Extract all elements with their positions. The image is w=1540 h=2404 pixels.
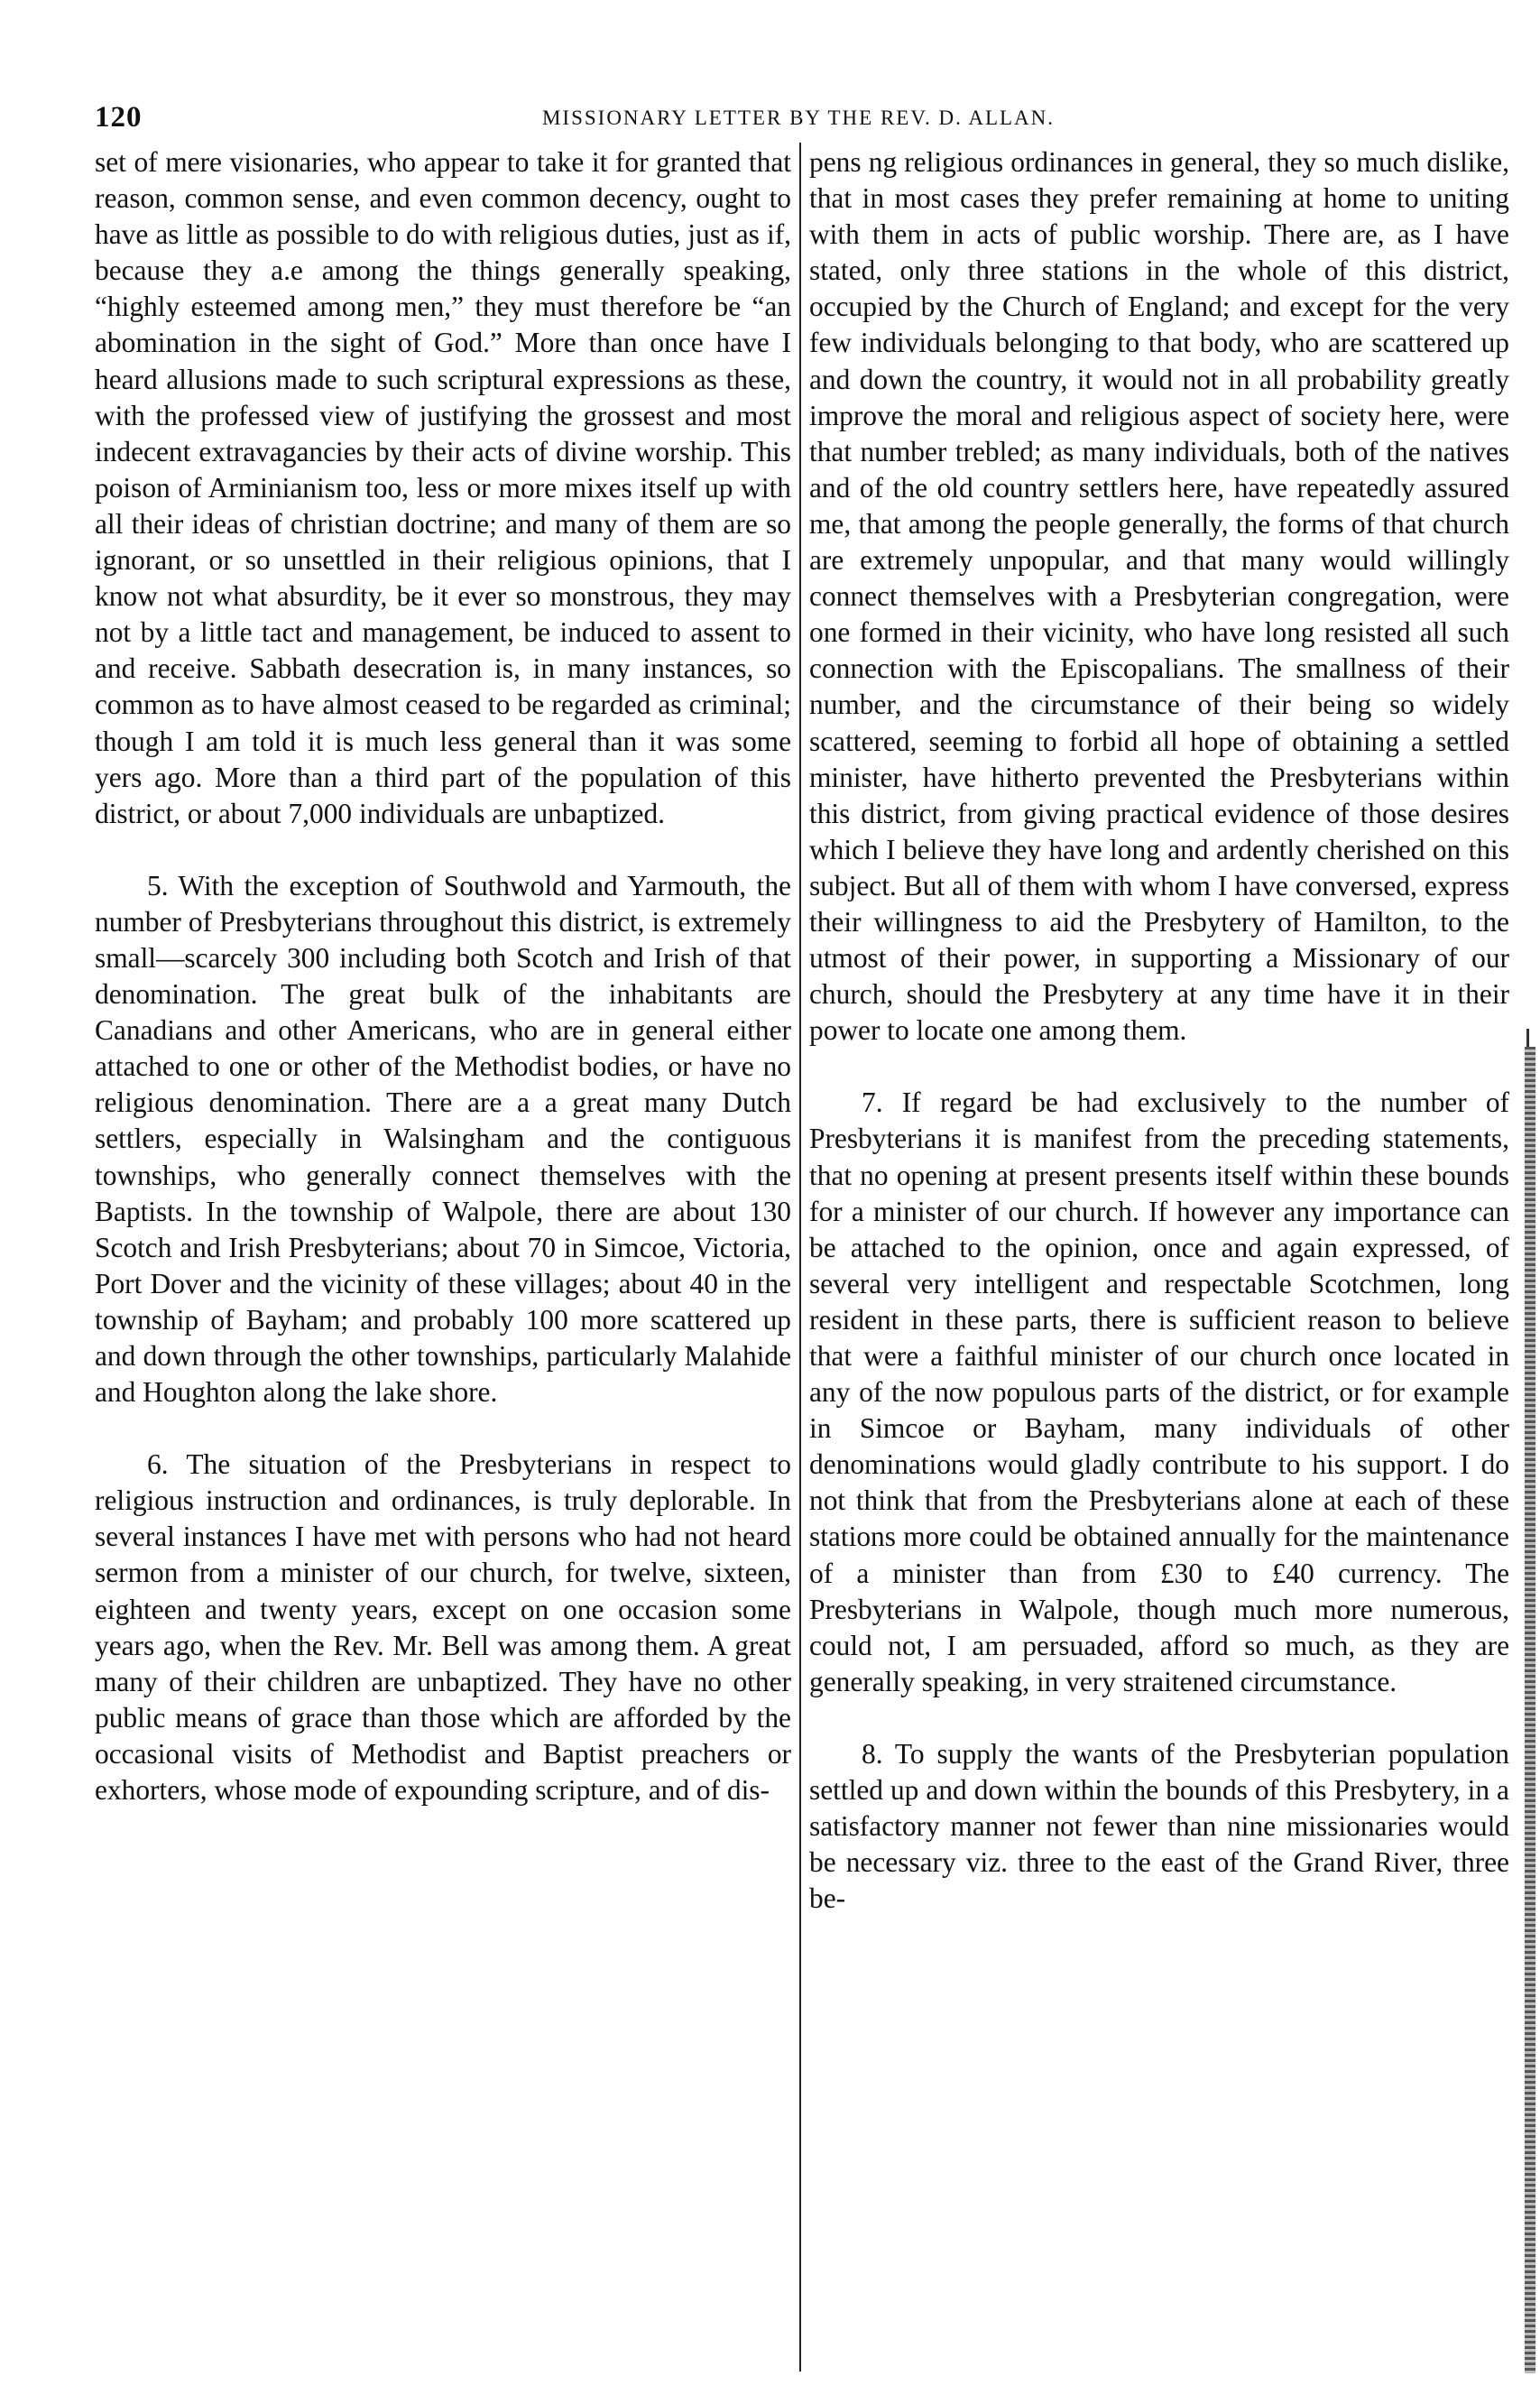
paragraph-7: 7. If regard be had exclusively to the number of Presbyterians it is manifest from the preceding statements, that no opening at present presents itself within these bounds for a minister of our church. If however any importance can be attached to the opinion, once and again expressed, of several very intelligent and respectable Scotchmen, long resident in these parts, there is sufficient reason to believe that were a faithful minister of our church once located in any of the now populous parts of the district, or for example in Simcoe or Bayham, many individuals of other denominations would gladly contribute to his support. I do not think that from the Presbyterians alone at each of these stations more could be obtained annually for the maintenance of a minister than from £30 to £40 currency. The Presbyterians in Walpole, though much more numerous, could not, I am persuaded, afford so much, as they are generally speaking, in very straitened circumstance. [809,1086,1509,1697]
scan-edge-pattern [1525,1047,1535,2373]
page-header [95,101,1502,137]
running-head: MISSIONARY LETTER BY THE REV. D. ALLAN. [541,106,1056,129]
paragraph-8: 8. To supply the wants of the Presbyterian population settled up and down within the bounds of this Presbytery, in a satisfactory manner not fewer than nine missionaries would be necessary viz. three to the east of the Grand River, three be- [809,1737,1509,1915]
paragraph-continued: set of mere visionaries, who appear to take it for granted that reason, common sense, and even common decency, ought to have as little as possible to do with religious duties, just as if, because they a.e among the things generally speaking, “highly esteemed among men,” they must therefore be “an abomination in the sight of God.” More than once have I heard allusions made to such scriptural expressions as these, with the professed view of justifying the grossest and most indecent extravagancies by their acts of divine worship. This poison of Arminianism too, less or more mixes itself up with all their ideas of christian doctrine; and many of them are so ignorant, or so unsettled in their religious opinions, that I know not what absurdity, be it ever so monstrous, they may not by a little tact and management, be induced to assent to and receive. Sabbath desecration is, in many instances, so common as to have almost ceased to be regarded as criminal; though I am told it is much less general than it was some yers ago. More than a third part of the population of this district, or about 7,000 individuals are unbaptized. [95,146,791,829]
left-column [95,144,791,1808]
paragraph-6: 6. The situation of the Presbyterians in respect to religious instruction and ordinances, is truly deplorable. In several instances I have met with persons who had not heard sermon from a minister of our church, for twelve, sixteen, eighteen and twenty years, except on one occasion some years ago, when the Rev. Mr. Bell was among them. A great many of their children are unbaptized. They have no other public means of grace than those which are afforded by the occasional visits of Methodist and Baptist preachers or exhorters, whose mode of expounding scripture, and of dis- [95,1448,791,1807]
page-number: 120 [95,101,143,134]
right-column [809,144,1509,1917]
column-divider [799,143,801,2372]
paragraph-5: 5. With the exception of Southwold and Yarmouth, the number of Presbyterians throughout this district, is extremely small—scarcely 300 including both Scotch and Irish of that denomination. The great bulk of the inhabitants are Canadians and other Americans, who are in general either attached to one or other of the Methodist bodies, or have no religious denomination. There are a a great many Dutch settlers, especially in Walsingham and the contiguous townships, who generally connect themselves with the Baptists. In the township of Walpole, there are about 130 Scotch and Irish Presbyterians; about 70 in Simcoe, Victoria, Port Dover and the vicinity of these villages; about 40 in the township of Bayham; and probably 100 more scattered up and down through the other townships, particularly Malahide and Houghton along the lake shore. [95,869,791,1409]
paragraph-6-continued: pens ng religious ordinances in general, they so much dislike, that in most cases they prefer remaining at home to uniting with them in acts of public worship. There are, as I have stated, only three stations in the whole of this district, occupied by the Church of England; and except for the very few individuals belonging to that body, who are scattered up and down the country, it would not in all probability greatly improve the moral and religious aspect of society here, were that number trebled; as many individuals, both of the natives and of the old country settlers here, have repeatedly assured me, that among the people generally, the forms of that church are extremely unpopular, and that many would willingly connect themselves with a Presbyterian congregation, were one formed in their vicinity, who have long resisted all such connection with the Episcopalians. The smallness of their number, and the circumstance of their being so widely scattered, seeming to forbid all hope of obtaining a settled minister, have hitherto prevented the Presbyterians within this district, from giving practical evidence of those desires which I believe they have long and ardently cherished on this subject. But all of them with whom I have conversed, express their willingness to aid the Presbytery of Hamilton, to the utmost of their power, in supporting a Missionary of our church, should the Presbytery at any time have it in their power to locate one among them. [809,146,1509,1047]
